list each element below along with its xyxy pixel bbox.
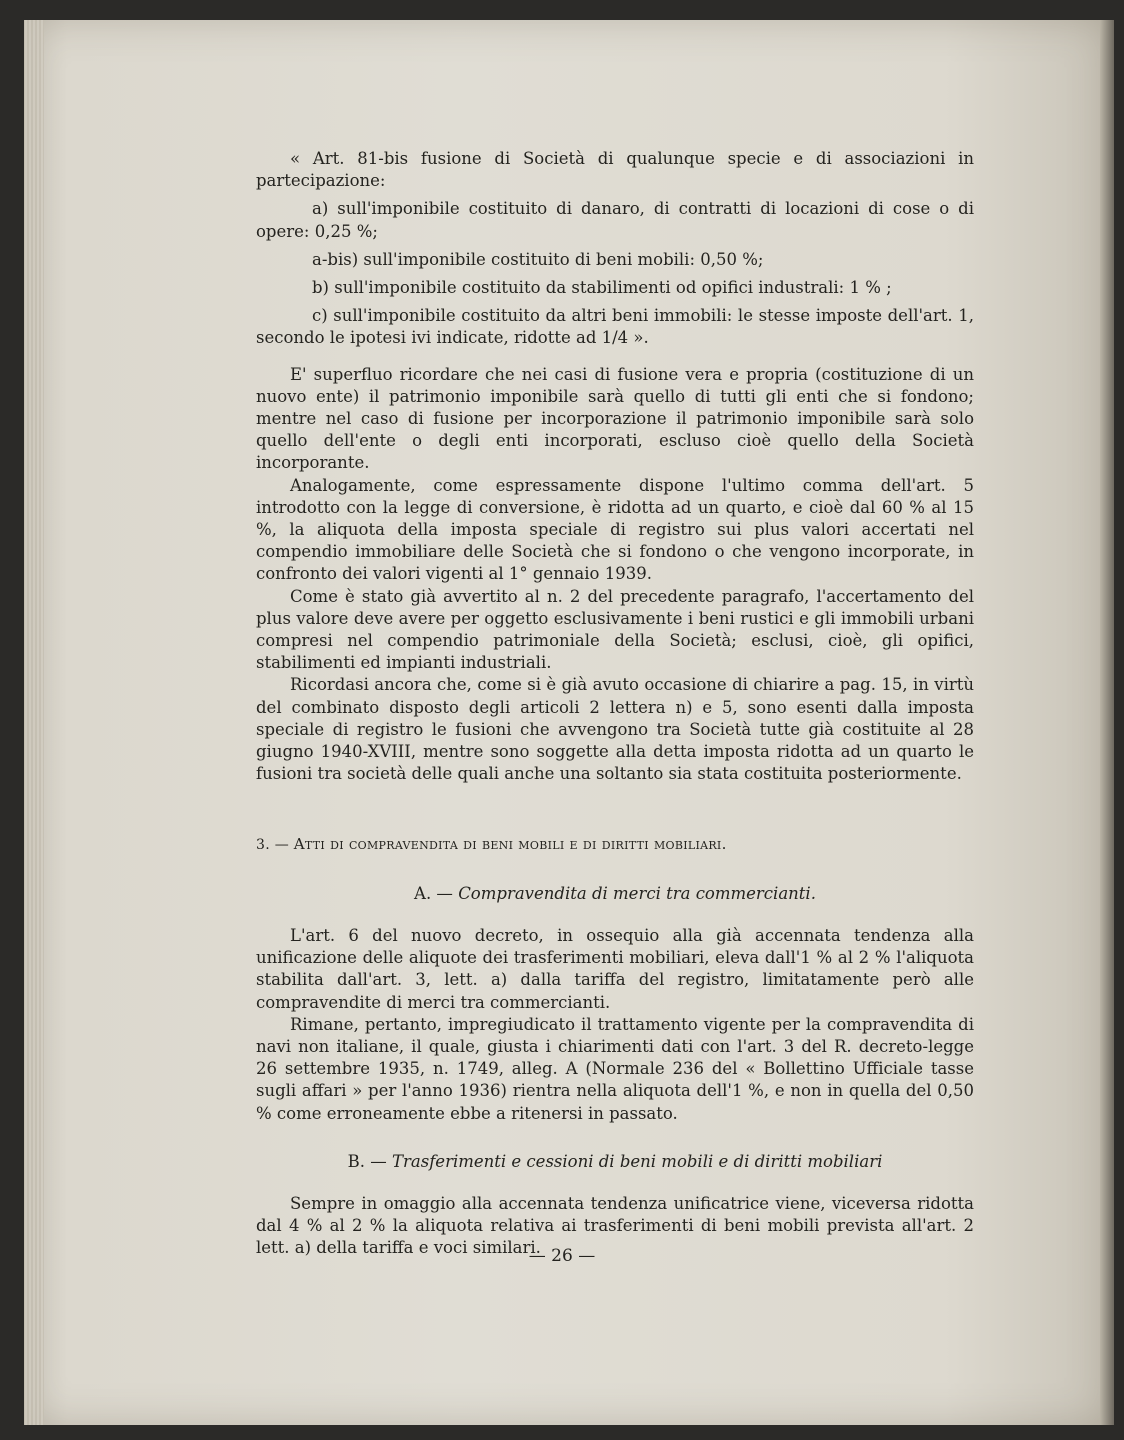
body-paragraph: Analogamente, come espressamente dispone l'ultimo comma dell'art. 5 introdotto con la legge di conversione, è ridotta ad un quarto, e cioè dal 60 % al 15 %, la aliquota della imposta speciale di registro sui plus valori accertati nel compendio immobiliare delle Società che si fondono o che vengono incorporate, in confronto dei valori vigenti al 1° gennaio 1939. — [256, 475, 974, 584]
body-paragraph: Come è stato già avvertito al n. 2 del precedente paragrafo, l'accertamento del plus valore deve avere per oggetto esclusivamente i beni rustici e gli immobili urbani compresi nel compendio patrimoniale della Società; esclusi, cioè, gli opifici, stabilimenti ed impianti industriali. — [256, 586, 974, 673]
article-item-b: b) sull'imponibile costituito da stabilimenti od opifici industrali: 1 % ; — [312, 278, 892, 298]
section-3-heading — [256, 833, 974, 856]
article-item-c: c) sull'imponibile costituito da altri beni immobili: le stesse imposte dell'art. 1, secondo le ipotesi ivi indicate, ridotte ad 1/4 ». — [256, 306, 974, 348]
subsection-a-heading — [256, 883, 974, 905]
page-number: — 26 — — [528, 1246, 596, 1266]
subsection-b-heading — [256, 1151, 974, 1173]
body-paragraph: L'art. 6 del nuovo decreto, in ossequio alla già accennata tendenza alla unificazione delle aliquote dei trasferimenti mobiliari, eleva dall'1 % al 2 % l'aliquota stabilita dall'art. 3, lett. a) dalla tariffa del registro, limitatamente però alle compravendite di merci tra commercianti. — [256, 925, 974, 1012]
body-paragraph: Sempre in omaggio alla accennata tendenza unificatrice viene, viceversa ridotta dal 4 % al 2 % la aliquota relativa ai trasferimenti di beni mobili prevista all'art. 2 lett. a) della tariffa e voci similari. — [256, 1193, 974, 1258]
page-stack-edges — [24, 20, 44, 1425]
section-title: Atti di compravendita di beni mobili e di diritti mobiliari. — [293, 835, 727, 854]
document-body — [256, 148, 974, 1260]
section-number: 3. — — [256, 837, 290, 854]
page-binding-edge — [1100, 20, 1114, 1425]
body-paragraph: E' superfluo ricordare che nei casi di fusione vera e propria (costituzione di un nuovo ente) il patrimonio imponibile sarà quello di tutti gli enti che si fondono; mentre nel caso di fusione per incorporazione il patrimonio imponibile sarà solo quello dell'ente o degli enti incorporati, escluso cioè quello della Società incorporante. — [256, 364, 974, 473]
body-paragraph: Ricordasi ancora che, come si è già avuto occasione di chiarire a pag. 15, in virtù del combinato disposto degli articoli 2 lettera n) e 5, sono esenti dalla imposta speciale di registro le fusioni che avvengono tra Società tutte già costituite al 28 giugno 1940-XVIII, mentre sono soggette alla detta imposta ridotta ad un quarto le fusioni tra società delle quali anche una soltanto sia stata costituita posteriormente. — [256, 675, 974, 784]
subsection-title: Compravendita di merci tra commercianti. — [458, 883, 816, 903]
subsection-title: Trasferimenti e cessioni di beni mobili e di diritti mobiliari — [392, 1151, 883, 1171]
article-item-a: a) sull'imponibile costituito di danaro, di contratti di locazioni di cose o di opere: 0,25 %; — [256, 199, 974, 241]
body-paragraph: Rimane, pertanto, impregiudicato il trattamento vigente per la compravendita di navi non italiane, il quale, giusta i chiarimenti dati con l'art. 3 del R. decreto-legge 26 settembre 1935, n. 1749, alleg. A (Normale 236 del « Bollettino Ufficiale tasse sugli affari » per l'anno 1936) rientra nella aliquota dell'1 %, e non in quella del 0,50 % come erroneamente ebbe a ritenersi in passato. — [256, 1014, 974, 1123]
subsection-label: B. — — [347, 1151, 387, 1171]
subsection-label: A. — — [414, 883, 453, 903]
article-intro: « Art. 81-bis fusione di Società di qualunque specie e di associazioni in partecipazione: — [256, 149, 974, 191]
article-item-abis: a-bis) sull'imponibile costituito di beni mobili: 0,50 %; — [312, 249, 764, 269]
